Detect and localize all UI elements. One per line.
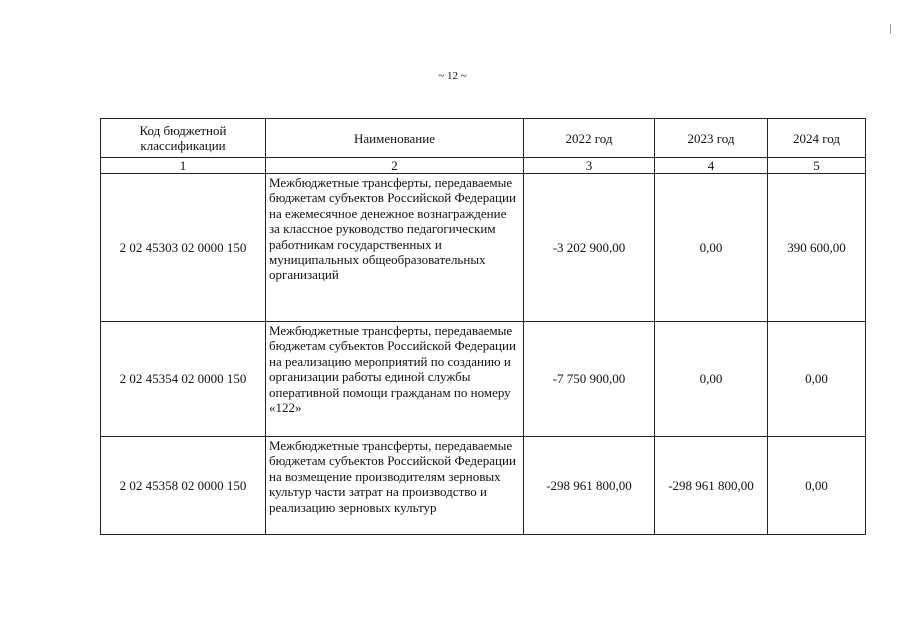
- table-row: [101, 174, 866, 322]
- amount-2022-cell: -3 202 900,00: [524, 174, 655, 322]
- name-cell: Межбюджетные трансферты, передаваемые бюджетам субъектов Российской Федерации на реализацию мероприятий по созданию и организации работы единой службы оперативной помощи гражданам по номеру «122»: [266, 322, 524, 437]
- column-number: 2: [266, 158, 524, 174]
- table-row: [101, 437, 866, 535]
- header-2022: 2022 год: [524, 119, 655, 158]
- header-code: Код бюджетной классификации: [101, 119, 266, 158]
- name-cell: Межбюджетные трансферты, передаваемые бюджетам субъектов Российской Федерации на возмещение производителям зерновых культур части затрат на производство и реализацию зерновых культур: [266, 437, 524, 535]
- scan-edge-mark: [890, 24, 891, 34]
- name-cell: Межбюджетные трансферты, передаваемые бюджетам субъектов Российской Федерации на ежемесячное денежное вознаграждение за классное руководство педагогическим работникам государственных и муниципальных общеобразовательных организаций: [266, 174, 524, 322]
- table-header-row: [101, 119, 866, 158]
- header-2024: 2024 год: [768, 119, 866, 158]
- budget-code-cell: 2 02 45303 02 0000 150: [101, 174, 266, 322]
- header-name: Наименование: [266, 119, 524, 158]
- budget-table: [100, 118, 866, 535]
- header-2023: 2023 год: [655, 119, 768, 158]
- amount-2024-cell: 390 600,00: [768, 174, 866, 322]
- column-number: 5: [768, 158, 866, 174]
- column-number: 1: [101, 158, 266, 174]
- amount-2024-cell: 0,00: [768, 437, 866, 535]
- budget-code-cell: 2 02 45358 02 0000 150: [101, 437, 266, 535]
- amount-2023-cell: 0,00: [655, 322, 768, 437]
- column-number-row: [101, 158, 866, 174]
- column-number: 4: [655, 158, 768, 174]
- table-row: [101, 322, 866, 437]
- amount-2024-cell: 0,00: [768, 322, 866, 437]
- budget-code-cell: 2 02 45354 02 0000 150: [101, 322, 266, 437]
- column-number: 3: [524, 158, 655, 174]
- amount-2023-cell: 0,00: [655, 174, 768, 322]
- page-number: ~ 12 ~: [438, 70, 467, 82]
- amount-2022-cell: -7 750 900,00: [524, 322, 655, 437]
- amount-2022-cell: -298 961 800,00: [524, 437, 655, 535]
- amount-2023-cell: -298 961 800,00: [655, 437, 768, 535]
